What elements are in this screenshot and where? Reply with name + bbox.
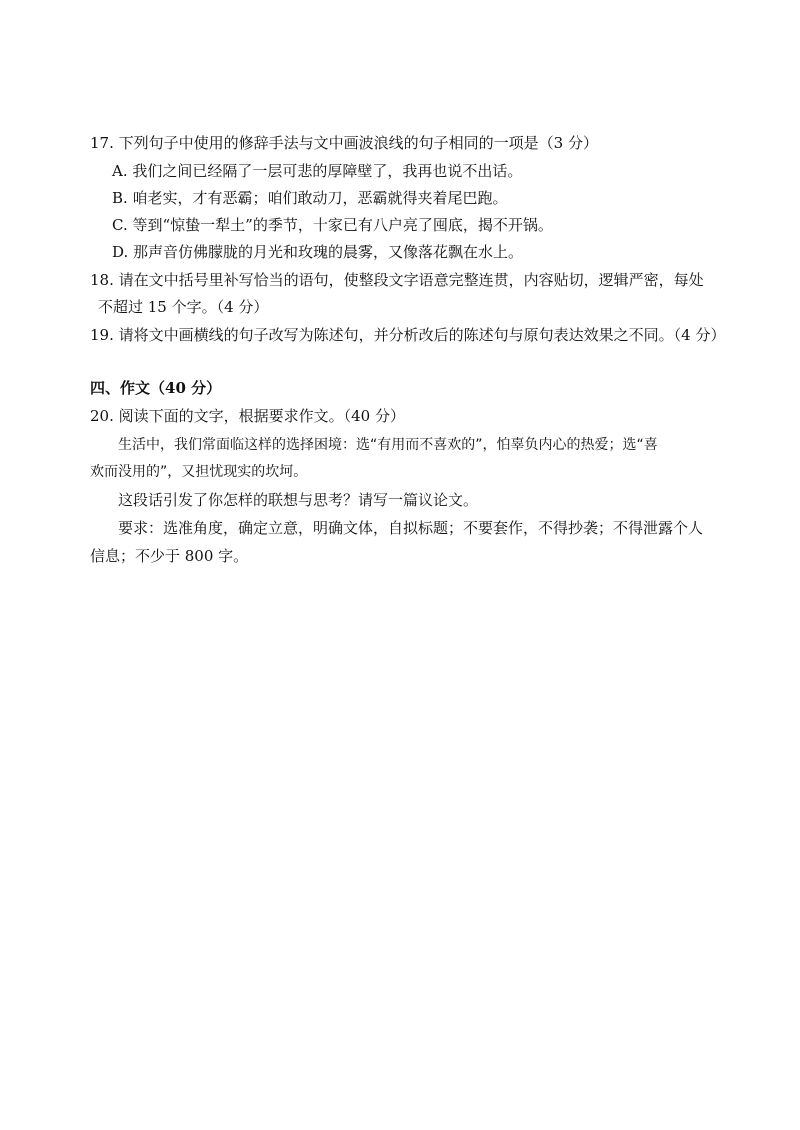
question-17-stem: 17. 下列句子中使用的修辞手法与文中画波浪线的句子相同的一项是（3 分） xyxy=(90,134,598,152)
question-18-line-2: 不超过 15 个字。（4 分） xyxy=(98,298,269,316)
question-19: 19. 请将文中画横线的句子改写为陈述句，并分析改后的陈述句与原句表达效果之不同。（4 分） xyxy=(90,326,726,344)
question-17-option-d: D. 那声音仿佛朦胧的月光和玫瑰的晨雾，又像落花飘在水上。 xyxy=(112,243,524,261)
question-20-requirement-line-1: 要求：选准角度，确定立意，明确文体，自拟标题；不要套作，不得抄袭；不得泄露个人 xyxy=(118,519,704,537)
question-17-option-c: C. 等到“惊蛰一犁土”的季节，十家已有八户亮了囤底，揭不开锅。 xyxy=(112,216,553,234)
question-20-requirement-line-2: 信息；不少于 800 字。 xyxy=(90,547,249,565)
question-17-option-a: A. 我们之间已经隔了一层可悲的厚障壁了，我再也说不出话。 xyxy=(112,162,523,180)
question-17-option-b: B. 咱老实，才有恶霸；咱们敢动刀，恶霸就得夹着尾巴跑。 xyxy=(112,189,508,207)
question-18-line-1: 18. 请在文中括号里补写恰当的语句，使整段文字语意完整连贯，内容贴切，逻辑严密，每处 xyxy=(90,271,704,289)
section-4-heading: 四、作文（40 分） xyxy=(90,379,222,397)
question-20-stem: 20. 阅读下面的文字，根据要求作文。（40 分） xyxy=(90,407,405,425)
question-20-prompt: 这段话引发了你怎样的联想与思考？请写一篇议论文。 xyxy=(118,491,479,509)
question-20-quote-line-1: 生活中，我们常面临这样的选择困境：选“有用而不喜欢的”，怕辜负内心的热爱；选“喜 xyxy=(118,437,658,453)
question-20-quote-line-2: 欢而没用的”，又担忧现实的坎坷。 xyxy=(90,464,308,480)
